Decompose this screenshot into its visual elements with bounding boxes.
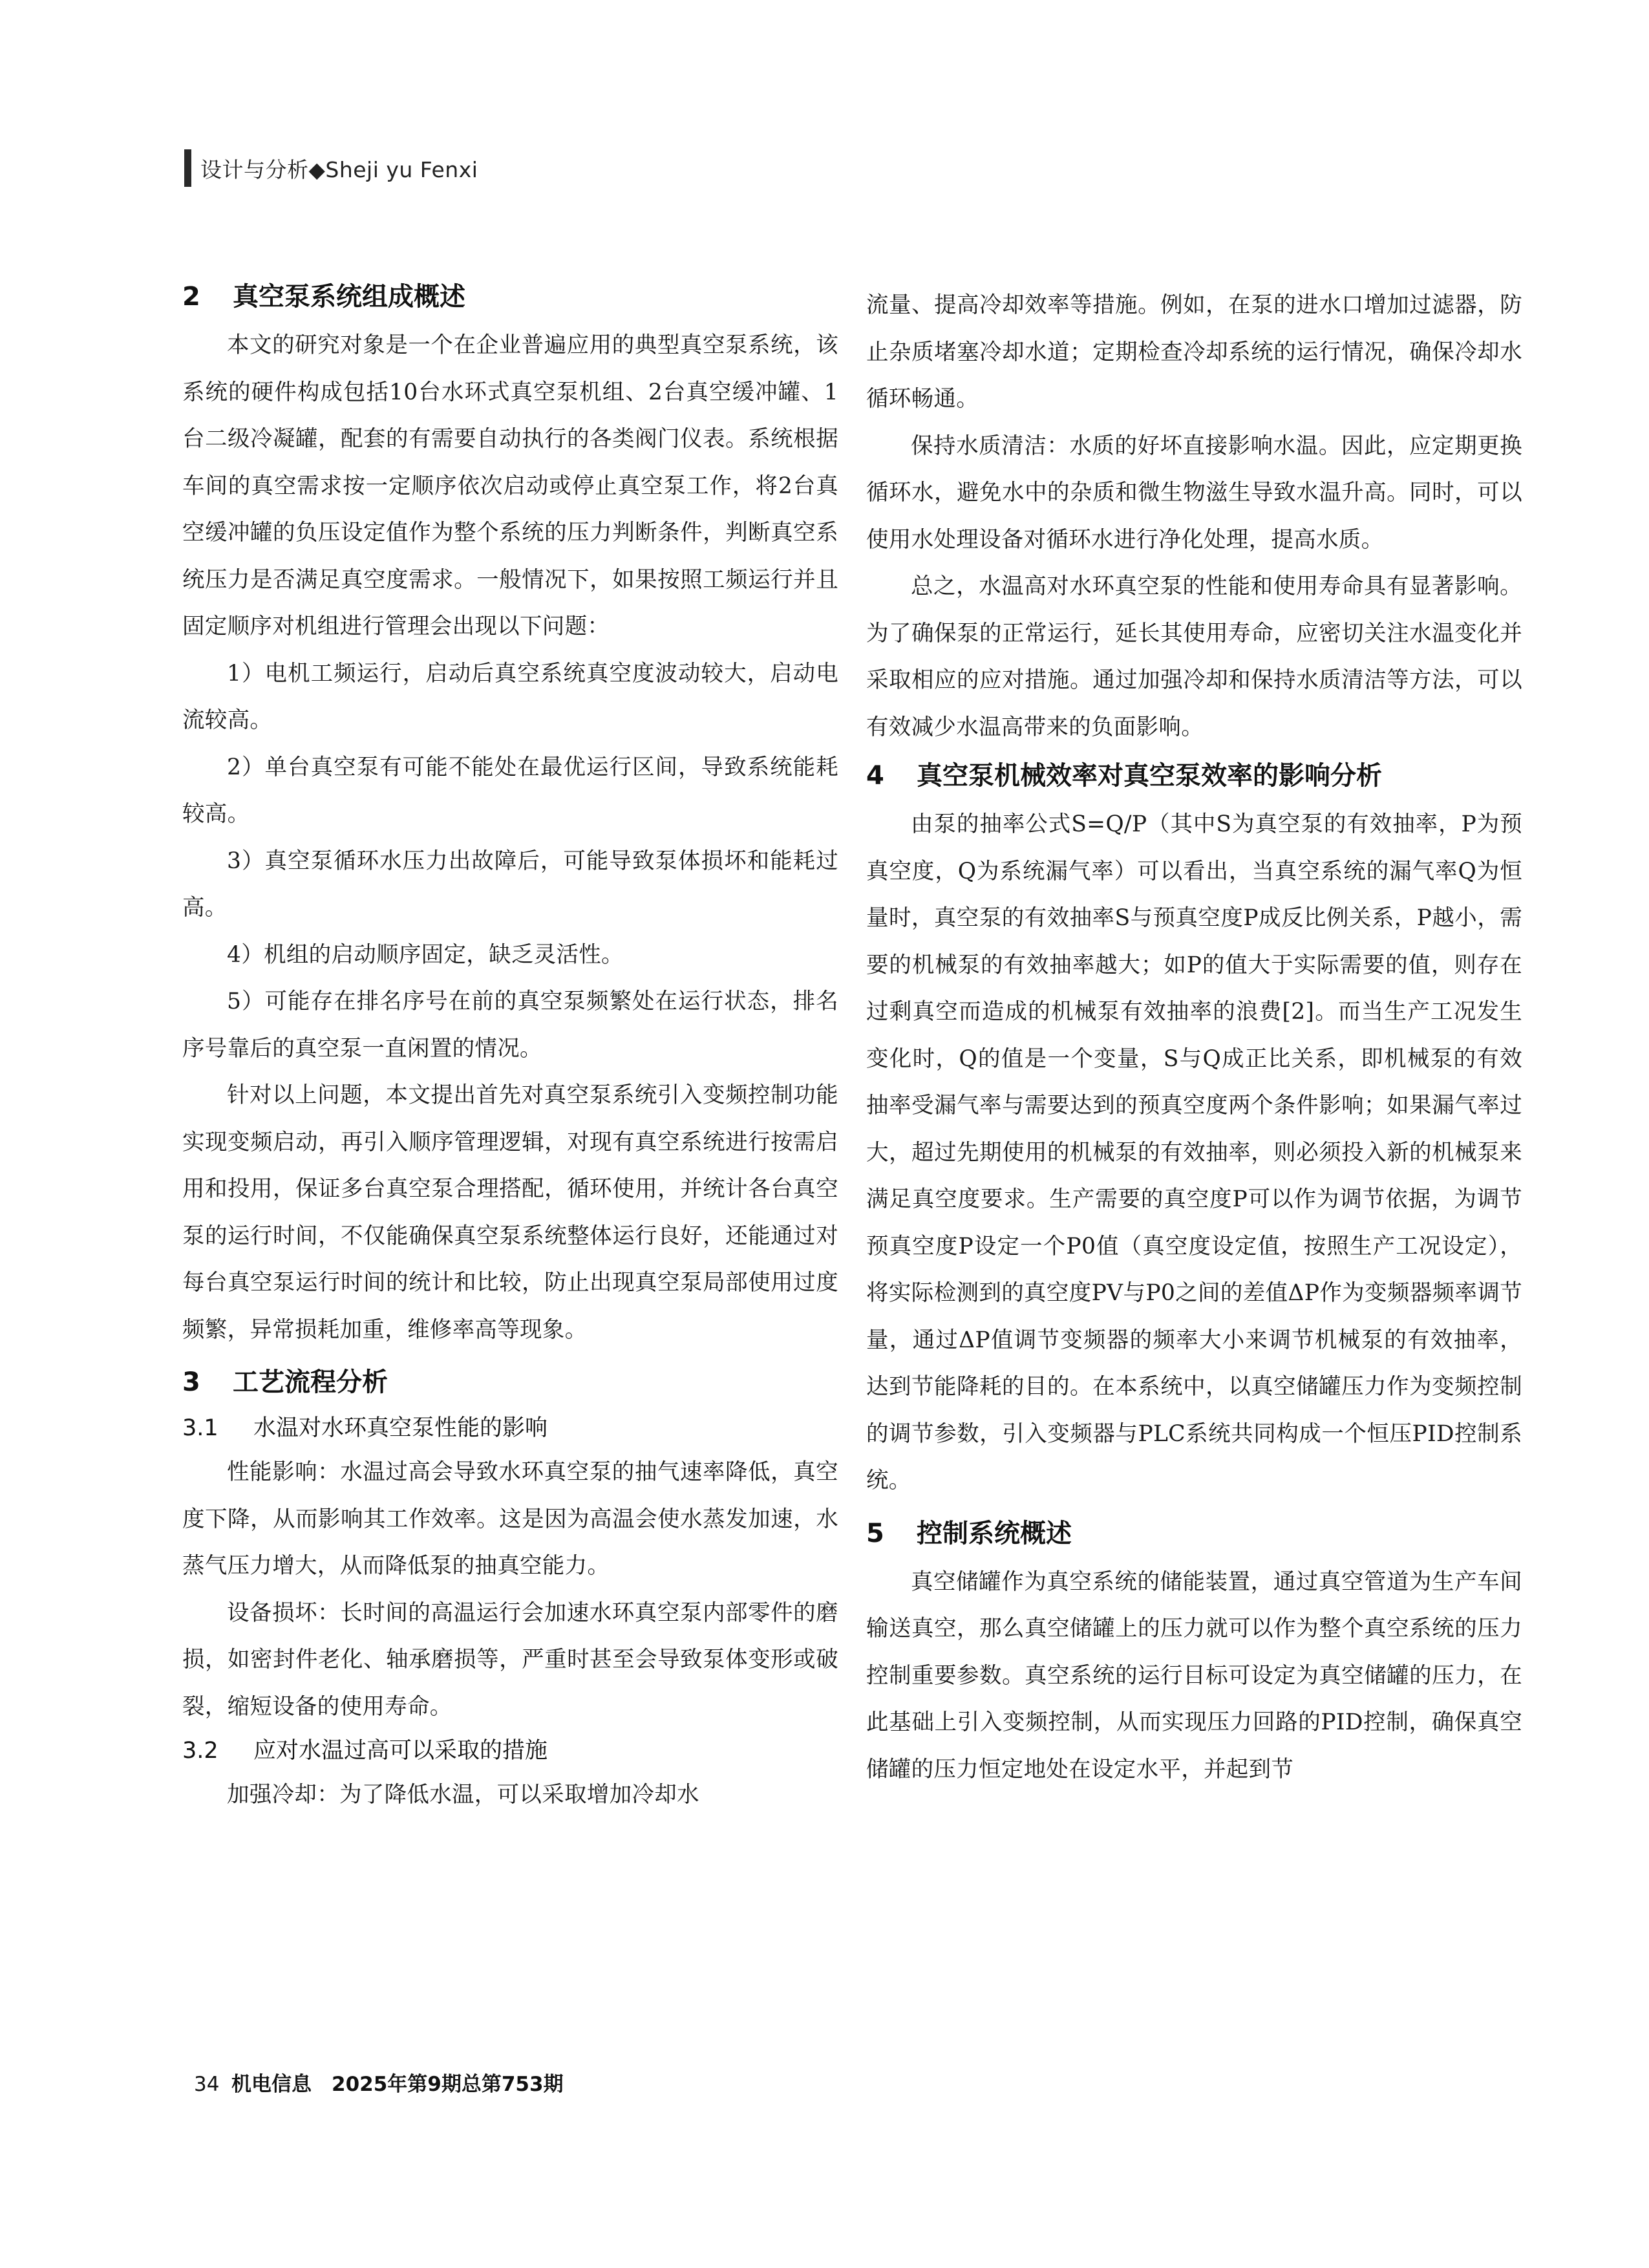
list-item: 3）真空泵循环水压力出故障后，可能导致泵体损坏和能耗过高。: [182, 848, 838, 921]
paragraph: 由泵的抽率公式S=Q/P（其中S为真空泵的有效抽率，P为预真空度，Q为系统漏气率）可以看出，当真空系统的漏气率Q为恒量时，真空泵的有效抽率S与预真空度P成反比例关系，P越小，需要的机械泵的有效抽率越大；如P的值大于实际需要的值，则存在过剩真空而造成的机械泵有效抽率的浪费[2]。而当生产工况发生变化时，Q的值是一个变量，S与Q成正比关系，即机械泵的有效抽率受漏气率与需要达到的预真空度两个条件影响；如果漏气率过大，超过先期使用的机械泵的有效抽率，则必须投入新的机械泵来满足真空度要求。生产需要的真空度P可以作为调节依据，为调节预真空度P设定一个P0值（真空度设定值，按照生产工况设定），将实际检测到的真空度PV与P0之间的差值ΔP作为变频器频率调节量，通过ΔP值调节变频器的频率大小来调节机械泵的有效抽率，达到节能降耗的目的。在本系统中，以真空储罐压力作为变频控制的调节参数，引入变频器与PLC系统共同构成一个恒压PID控制系统。: [866, 811, 1522, 1493]
subsection-3-2-heading: [182, 1730, 838, 1771]
header-bar: [184, 149, 191, 187]
section-4-heading: [866, 751, 1522, 801]
list-item: 1）电机工频运行，启动后真空系统真空度波动较大，启动电流较高。: [182, 660, 838, 733]
page-footer: [194, 2068, 564, 2097]
section-number: 4: [866, 761, 884, 791]
section-title: 工艺流程分析: [233, 1367, 388, 1397]
page-number: 34: [194, 2073, 220, 2096]
right-column: [866, 282, 1522, 1793]
journal-info: 机电信息 2025年第9期总第753期: [231, 2073, 564, 2096]
paragraph: 保持水质清洁：水质的好坏直接影响水温。因此，应定期更换循环水，避免水中的杂质和微生物滋生导致水温升高。同时，可以使用水处理设备对循环水进行净化处理，提高水质。: [866, 433, 1522, 553]
paragraph: 加强冷却：为了降低水温，可以采取增加冷却水: [227, 1782, 699, 1808]
section-title: 真空泵系统组成概述: [233, 282, 465, 312]
subsection-number: 3.1: [182, 1415, 218, 1441]
subsection-title: 水温对水环真空泵性能的影响: [253, 1415, 548, 1441]
paragraph: 针对以上问题，本文提出首先对真空泵系统引入变频控制功能实现变频启动，再引入顺序管理逻辑，对现有真空系统进行按需启用和投用，保证多台真空泵合理搭配，循环使用，并统计各台真空泵的运行时间，不仅能确保真空泵系统整体运行良好，还能通过对每台真空泵运行时间的统计和比较，防止出现真空泵局部使用过度频繁，异常损耗加重，维修率高等现象。: [182, 1082, 838, 1343]
section-number: 5: [866, 1518, 884, 1548]
section-5-heading: [866, 1508, 1522, 1559]
paragraph: 性能影响：水温过高会导致水环真空泵的抽气速率降低，真空度下降，从而影响其工作效率。这是因为高温会使水蒸发加速，水蒸气压力增大，从而降低泵的抽真空能力。: [182, 1459, 838, 1579]
list-item: 2）单台真空泵有可能不能处在最优运行区间，导致系统能耗较高。: [182, 754, 838, 827]
paragraph: 总之，水温高对水环真空泵的性能和使用寿命具有显著影响。为了确保泵的正常运行，延长其使用寿命，应密切关注水温变化并采取相应的应对措施。通过加强冷却和保持水质清洁等方法，可以有效减少水温高带来的负面影响。: [866, 573, 1522, 740]
paragraph: 真空储罐作为真空系统的储能装置，通过真空管道为生产车间输送真空，那么真空储罐上的压力就可以作为整个真空系统的压力控制重要参数。真空系统的运行目标可设定为真空储罐的压力，在此基础上引入变频控制，从而实现压力回路的PID控制，确保真空储罐的压力恒定地处在设定水平，并起到节: [866, 1568, 1522, 1782]
section-2-heading: [182, 272, 838, 322]
section-title: 控制系统概述: [917, 1518, 1072, 1548]
section-number: 3: [182, 1367, 200, 1397]
running-header: [184, 149, 478, 187]
subsection-number: 3.2: [182, 1738, 218, 1764]
subsection-title: 应对水温过高可以采取的措施: [253, 1738, 548, 1764]
paragraph-continued: 流量、提高冷却效率等措施。例如，在泵的进水口增加过滤器，防止杂质堵塞冷却水道；定期检查冷却系统的运行情况，确保冷却水循环畅通。: [866, 292, 1522, 412]
section-3-heading: [182, 1357, 838, 1407]
subsection-3-1-heading: [182, 1407, 838, 1449]
section-number: 2: [182, 282, 200, 312]
header-title: 设计与分析◆Sheji yu Fenxi: [200, 156, 478, 182]
list-item: 4）机组的启动顺序固定，缺乏灵活性。: [227, 941, 624, 968]
left-column: [182, 272, 838, 1819]
list-item: 5）可能存在排名序号在前的真空泵频繁处在运行状态，排名序号靠后的真空泵一直闲置的情况。: [182, 989, 838, 1062]
paragraph: 本文的研究对象是一个在企业普遍应用的典型真空泵系统，该系统的硬件构成包括10台水环式真空泵机组、2台真空缓冲罐、1台二级冷凝罐，配套的有需要自动执行的各类阀门仪表。系统根据车间的真空需求按一定顺序依次启动或停止真空泵工作，将2台真空缓冲罐的负压设定值作为整个系统的压力判断条件，判断真空系统压力是否满足真空度需求。一般情况下，如果按照工频运行并且固定顺序对机组进行管理会出现以下问题：: [182, 332, 838, 639]
section-title: 真空泵机械效率对真空泵效率的影响分析: [917, 761, 1382, 791]
paragraph: 设备损坏：长时间的高温运行会加速水环真空泵内部零件的磨损，如密封件老化、轴承磨损等，严重时甚至会导致泵体变形或破裂，缩短设备的使用寿命。: [182, 1599, 838, 1720]
